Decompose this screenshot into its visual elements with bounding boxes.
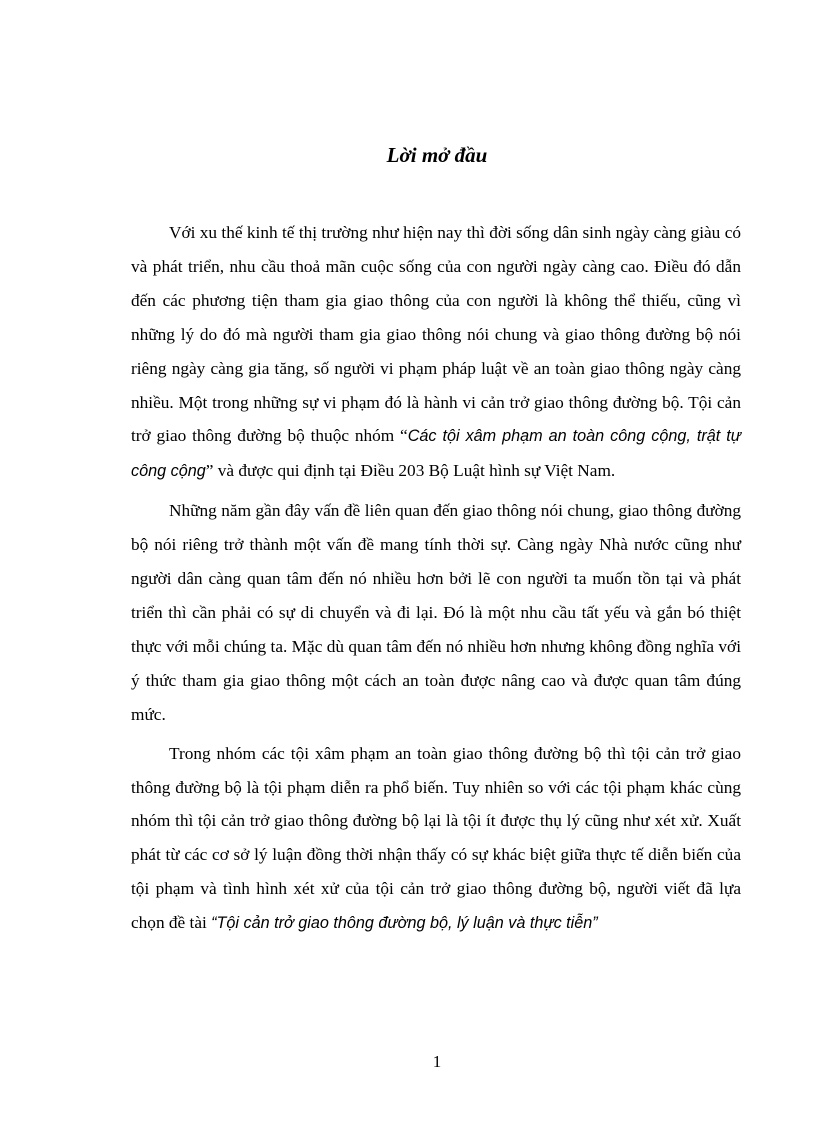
paragraph-1-text: Với xu thế kinh tế thị trường như hiện nay thì đời sống dân sinh ngày càng giàu có và phát triển, nhu cầu thoả mãn cuộc sống của con người ngày càng cao. Điều đó dẫn đến các phương tiện tham gia giao thông của con người là không thể thiếu, cũng vì những lý do đó mà người tham gia giao thông nói chung và giao thông đường bộ nói riêng ngày càng gia tăng, số người vi phạm pháp luật về an toàn giao thông ngày càng nhiều. Một trong những sự vi phạm đó là hành vi cản trở giao thông đường bộ. Tội cản trở giao thông đường bộ thuộc nhóm “ bbox=[131, 223, 741, 446]
paragraph-1 bbox=[131, 216, 741, 489]
paragraph-2-text: Những năm gần đây vấn đề liên quan đến giao thông nói chung, giao thông đường bộ nói riêng trở thành một vấn đề mang tính thời sự. Càng ngày Nhà nước cũng như người dân càng quan tâm đến nó nhiều hơn bởi lẽ con người ta muốn tồn tại và phát triển thì cần phải có sự di chuyển và đi lại. Đó là một nhu cầu tất yếu và gắn bó thiệt thực với mỗi chúng ta. Mặc dù quan tâm đến nó nhiều hơn nhưng không đồng nghĩa với ý thức tham gia giao thông một cách an toàn được nâng cao và được quan tâm đúng mức. bbox=[131, 501, 741, 724]
page-number: 1 bbox=[432, 1052, 442, 1071]
document-body bbox=[131, 216, 741, 946]
document-title: Lời mở đầu bbox=[386, 143, 488, 167]
paragraph-1-text-end: ” và được qui định tại Điều 203 Bộ Luật hình sự Việt Nam. bbox=[205, 461, 616, 481]
paragraph-3-italic-topic: “Tội cản trở giao thông đường bộ, lý luận và thực tiễn” bbox=[211, 914, 598, 933]
paragraph-2 bbox=[131, 494, 741, 731]
paragraph-3-text: Trong nhóm các tội xâm phạm an toàn giao thông đường bộ thì tội cản trở giao thông đường bộ là tội phạm diễn ra phổ biến. Tuy nhiên so với các tội phạm khác cùng nhóm thì tội cản trở giao thông đường bộ lại là tội ít được thụ lý cũng như xét xử. Xuất phát từ các cơ sở lý luận đồng thời nhận thấy có sự khác biệt giữa thực tế diễn biến của tội phạm và tình hình xét xử của tội cản trở giao thông đường bộ, người viết đã lựa chọn đề tài bbox=[131, 743, 741, 933]
paragraph-1-italic-quote: Các tội xâm phạm an toàn công cộng, trật tự công cộng bbox=[131, 427, 741, 481]
paragraph-3 bbox=[131, 737, 741, 941]
